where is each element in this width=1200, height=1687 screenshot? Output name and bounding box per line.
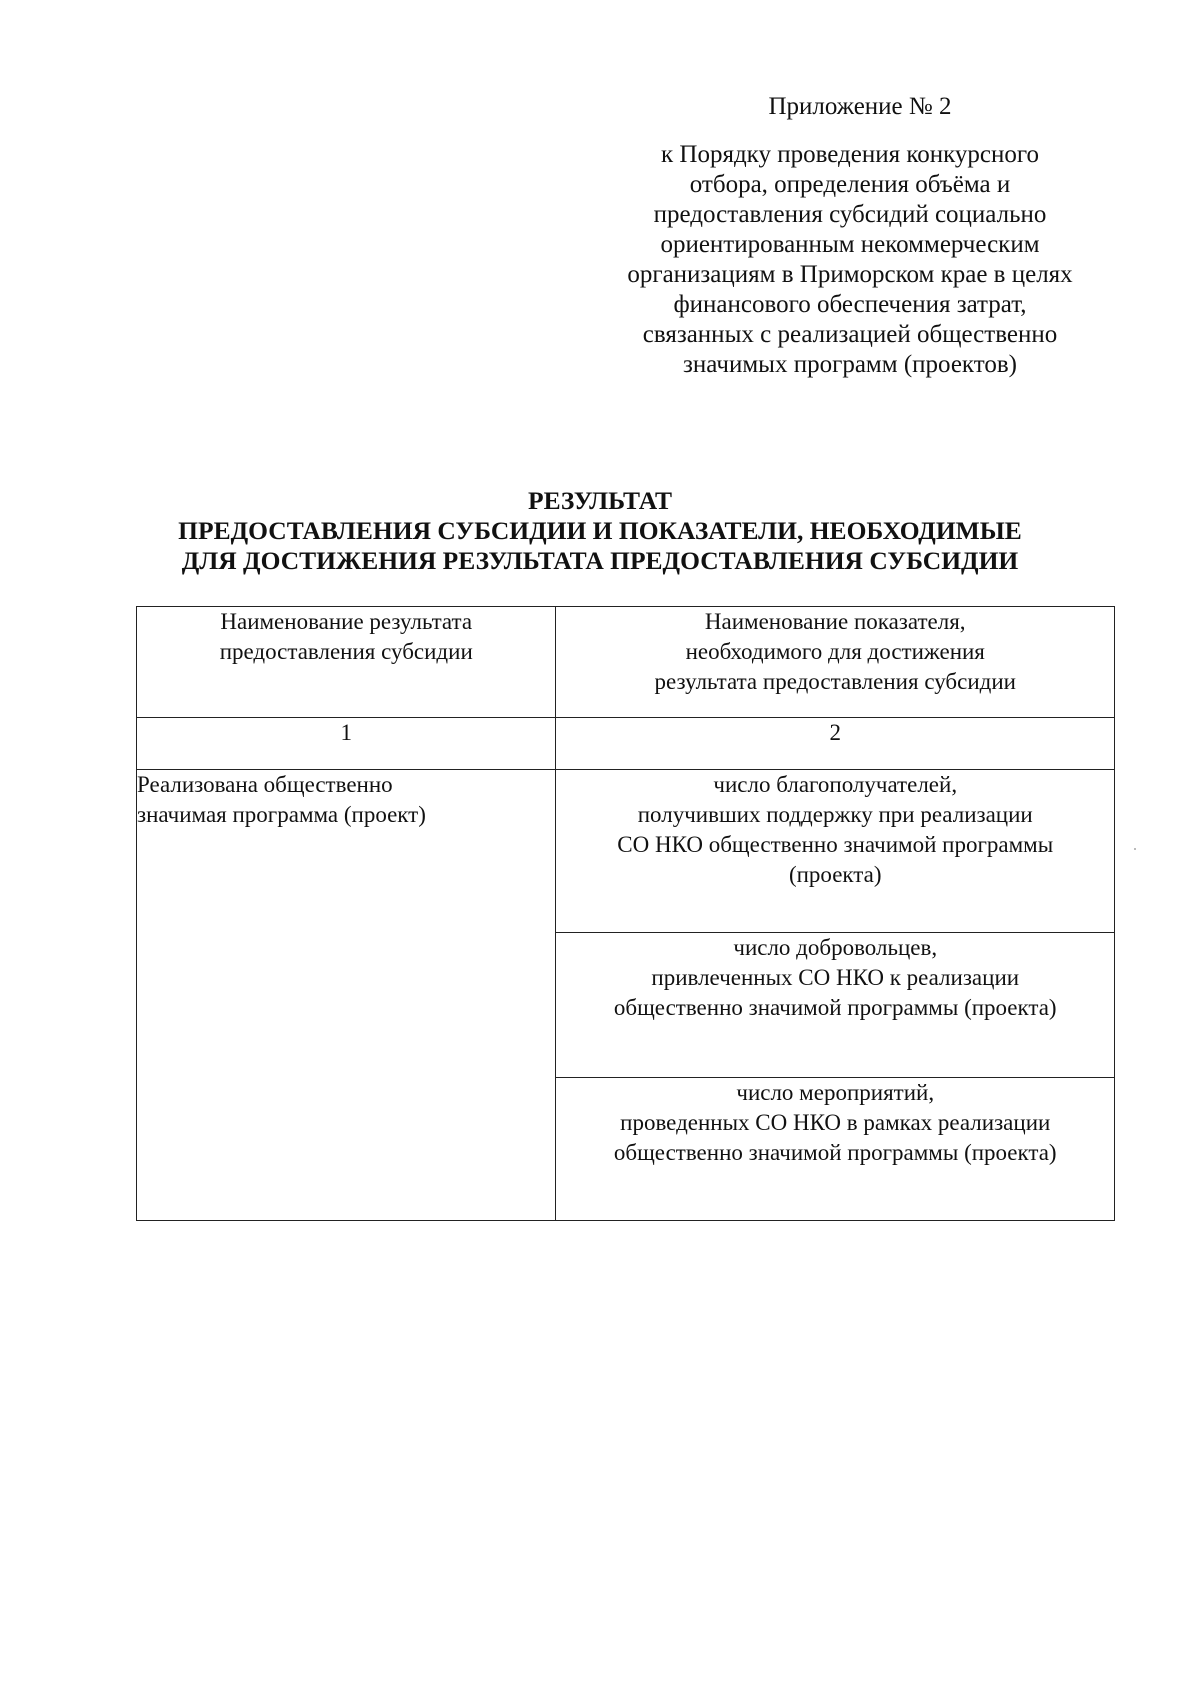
header-line: Наименование показателя, bbox=[704, 609, 966, 634]
header-line: необходимого для достижения bbox=[685, 639, 985, 664]
indicator-line: общественно значимой программы (проекта) bbox=[613, 995, 1057, 1020]
document-title-line: ДЛЯ ДОСТИЖЕНИЯ РЕЗУЛЬТАТА ПРЕДОСТАВЛЕНИЯ СУБСИДИИ bbox=[181, 546, 1019, 575]
indicator-line: (проекта) bbox=[788, 862, 882, 887]
result-line: Реализована общественно bbox=[137, 772, 393, 797]
indicator-line: число добровольцев, bbox=[733, 935, 938, 960]
appendix-description-line: значимых программ (проектов) bbox=[683, 351, 1017, 378]
result-line: значимая программа (проект) bbox=[137, 802, 426, 827]
column-number-row bbox=[137, 718, 1115, 770]
table-row bbox=[137, 770, 1115, 933]
column-number-2: 2 bbox=[556, 718, 1115, 770]
table-header-row bbox=[137, 607, 1115, 718]
results-table bbox=[136, 606, 1115, 1221]
document-title bbox=[100, 486, 1100, 576]
header-line: Наименование результата bbox=[220, 609, 473, 634]
appendix-description-line: организациям в Приморском крае в целях bbox=[627, 261, 1073, 288]
appendix-description bbox=[580, 140, 1120, 380]
indicator-line: получивших поддержку при реализации bbox=[637, 802, 1033, 827]
result-cell bbox=[137, 770, 556, 1221]
indicator-cell bbox=[556, 933, 1115, 1078]
appendix-label-text: Приложение № 2 bbox=[768, 93, 952, 120]
header-indicator-name bbox=[556, 607, 1115, 718]
indicator-line: общественно значимой программы (проекта) bbox=[613, 1140, 1057, 1165]
appendix-description-line: финансового обеспечения затрат, bbox=[673, 291, 1027, 318]
indicator-cell bbox=[556, 1078, 1115, 1221]
appendix-description-line: ориентированным некоммерческим bbox=[660, 231, 1040, 258]
header-result-name bbox=[137, 607, 556, 718]
column-number-1: 1 bbox=[137, 718, 556, 770]
appendix-description-line: к Порядку проведения конкурсного bbox=[661, 141, 1039, 168]
appendix-label bbox=[600, 92, 1120, 122]
scan-artifact bbox=[1134, 848, 1136, 850]
header-line: результата предоставления субсидии bbox=[654, 669, 1016, 694]
indicator-line: число мероприятий, bbox=[736, 1080, 935, 1105]
appendix-description-line: предоставления субсидий социально bbox=[653, 201, 1047, 228]
document-title-line: ПРЕДОСТАВЛЕНИЯ СУБСИДИИ И ПОКАЗАТЕЛИ, НЕОБХОДИМЫЕ bbox=[178, 516, 1022, 545]
document-title-line: РЕЗУЛЬТАТ bbox=[528, 486, 672, 515]
indicator-line: проведенных СО НКО в рамках реализации bbox=[620, 1110, 1051, 1135]
appendix-description-line: отбора, определения объёма и bbox=[689, 171, 1011, 198]
indicator-line: число благополучателей, bbox=[713, 772, 958, 797]
indicator-line: привлеченных СО НКО к реализации bbox=[651, 965, 1020, 990]
indicator-cell bbox=[556, 770, 1115, 933]
header-line: предоставления субсидии bbox=[219, 639, 473, 664]
appendix-description-line: связанных с реализацией общественно bbox=[642, 321, 1058, 348]
indicator-line: СО НКО общественно значимой программы bbox=[617, 832, 1054, 857]
